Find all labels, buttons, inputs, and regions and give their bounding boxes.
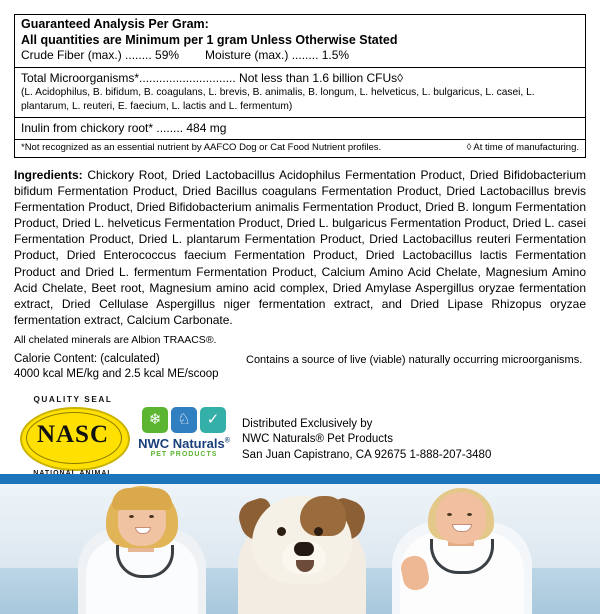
calorie-value: 4000 kcal ME/kg and 2.5 kcal ME/scoop	[14, 368, 219, 381]
calorie-content-block	[14, 352, 246, 383]
nwc-brand-text: NWC Naturals	[138, 435, 225, 451]
dog-eye-right	[314, 527, 323, 536]
ingredients-text: Chickory Root, Dried Lactobacillus Acidophilus Fermentation Product, Dried Bifidobacterium bifidum Fermentation Product, Dried Bacillus coagulans Fermentation Product, Dried Lactobacillus brevis Fermentation Product, Dried Bifidobacterium animalis Fermentation Product, Dried B. longum Fermentation Product, Dried L. helveticus Fermentation Product, Dried L. bulgaricus Fermentation Product, Dried L. casei Fermentation Product, Dried L. plantarum Fermentation Product, Dried Lactobacillus reuteri Fermentation Product, Dried Enterococcus faecium Fermentation Product, Dried Lactobacillus lactis Fermentation Product and Dried L. fermentum Fermentation Product, Calcium Amino Acid Chelate, Magnesium Amino Acid Chelate, Beet root, Magnesium amino acid complex, Dried Amylase Aspergillus oryzae fermentation extract, Dried Cellulase Aspergillus niger fermentation extract, and Dried Lipase Rhizopus oryzae fermentation extract, Calcium Carbonate.	[14, 168, 586, 327]
vet-man-eye-right	[467, 513, 472, 516]
strain-list: (L. Acidophilus, B. bifidum, B. coagulans, L. brevis, B. animalis, B. longum, L. helveticus, L. bulgaricus, L. casei, L. plantarum, L. reuteri, E. faecium, L. lactis and L. fermentum)	[21, 87, 535, 112]
distributor-line-3: San Juan Capistrano, CA 92675 1-888-207-3480	[242, 449, 492, 462]
ingredients-heading: Ingredients:	[14, 168, 83, 183]
nwc-logo-tiles	[132, 407, 236, 433]
nwc-registered-mark: ®	[224, 437, 230, 445]
ingredients-paragraph	[14, 167, 586, 328]
nwc-brand-name	[132, 436, 236, 451]
vet-man-eye-left	[447, 513, 452, 516]
ga-microorganisms-section	[15, 68, 585, 118]
footnote-manufacturing: ◊ At time of manufacturing.	[466, 141, 579, 153]
ga-title: Guaranteed Analysis Per Gram:	[21, 17, 209, 31]
vet-man-face	[436, 492, 486, 544]
ga-header-section	[15, 15, 585, 68]
dog-nose	[294, 542, 314, 556]
calorie-and-live-row	[14, 352, 586, 383]
nasc-arc-top: QUALITY SEAL	[33, 394, 113, 404]
calorie-label: Calorie Content: (calculated)	[14, 352, 160, 365]
nasc-acronym: NASC	[36, 420, 110, 448]
distributor-line-2: NWC Naturals® Pet Products	[242, 433, 393, 446]
distributor-block	[242, 393, 491, 465]
vet-woman-eye-left	[129, 515, 134, 518]
ga-inulin-section	[15, 118, 585, 140]
dog-face-patch	[300, 496, 346, 536]
nwc-sub-label: PET PRODUCTS	[150, 450, 218, 458]
vet-woman-eye-right	[149, 515, 154, 518]
check-icon: ✓	[200, 407, 226, 433]
inulin-line: Inulin from chickory root* ........ 484 mg	[21, 120, 227, 135]
nwc-logo	[132, 393, 236, 458]
bottom-photo-band	[0, 474, 600, 614]
live-microorganisms-note: Contains a source of live (viable) naturally occurring microorganisms.	[246, 353, 583, 366]
vet-woman-fringe	[112, 488, 172, 510]
ga-subtitle: All quantities are Minimum per 1 gram Unless Otherwise Stated	[21, 32, 398, 47]
ga-row	[21, 48, 579, 64]
blue-divider-bar	[0, 474, 600, 484]
chelated-minerals-note: All chelated minerals are Albion TRAACS®.	[14, 333, 217, 346]
leaf-icon: ♘	[171, 407, 197, 433]
ga-row-right: Moisture (max.) ........ 1.5%	[205, 48, 350, 63]
nasc-seal	[14, 393, 132, 485]
ga-footnotes	[15, 140, 585, 157]
label-page	[0, 14, 600, 614]
footnote-aafco: *Not recognized as an essential nutrient by AAFCO Dog or Cat Food Nutrient profiles.	[21, 141, 382, 153]
total-microorganisms-line: Total Microorganisms*............................. Not less than 1.6 billion CFUs◊	[21, 70, 404, 85]
dog-eye-left	[277, 527, 286, 536]
pet-paw-icon: ❄	[142, 407, 168, 433]
guaranteed-analysis-box	[14, 14, 586, 158]
ga-row-left: Crude Fiber (max.) ........ 59%	[21, 48, 180, 63]
distributor-line-1: Distributed Exclusively by	[242, 417, 373, 430]
seals-row	[14, 393, 586, 485]
